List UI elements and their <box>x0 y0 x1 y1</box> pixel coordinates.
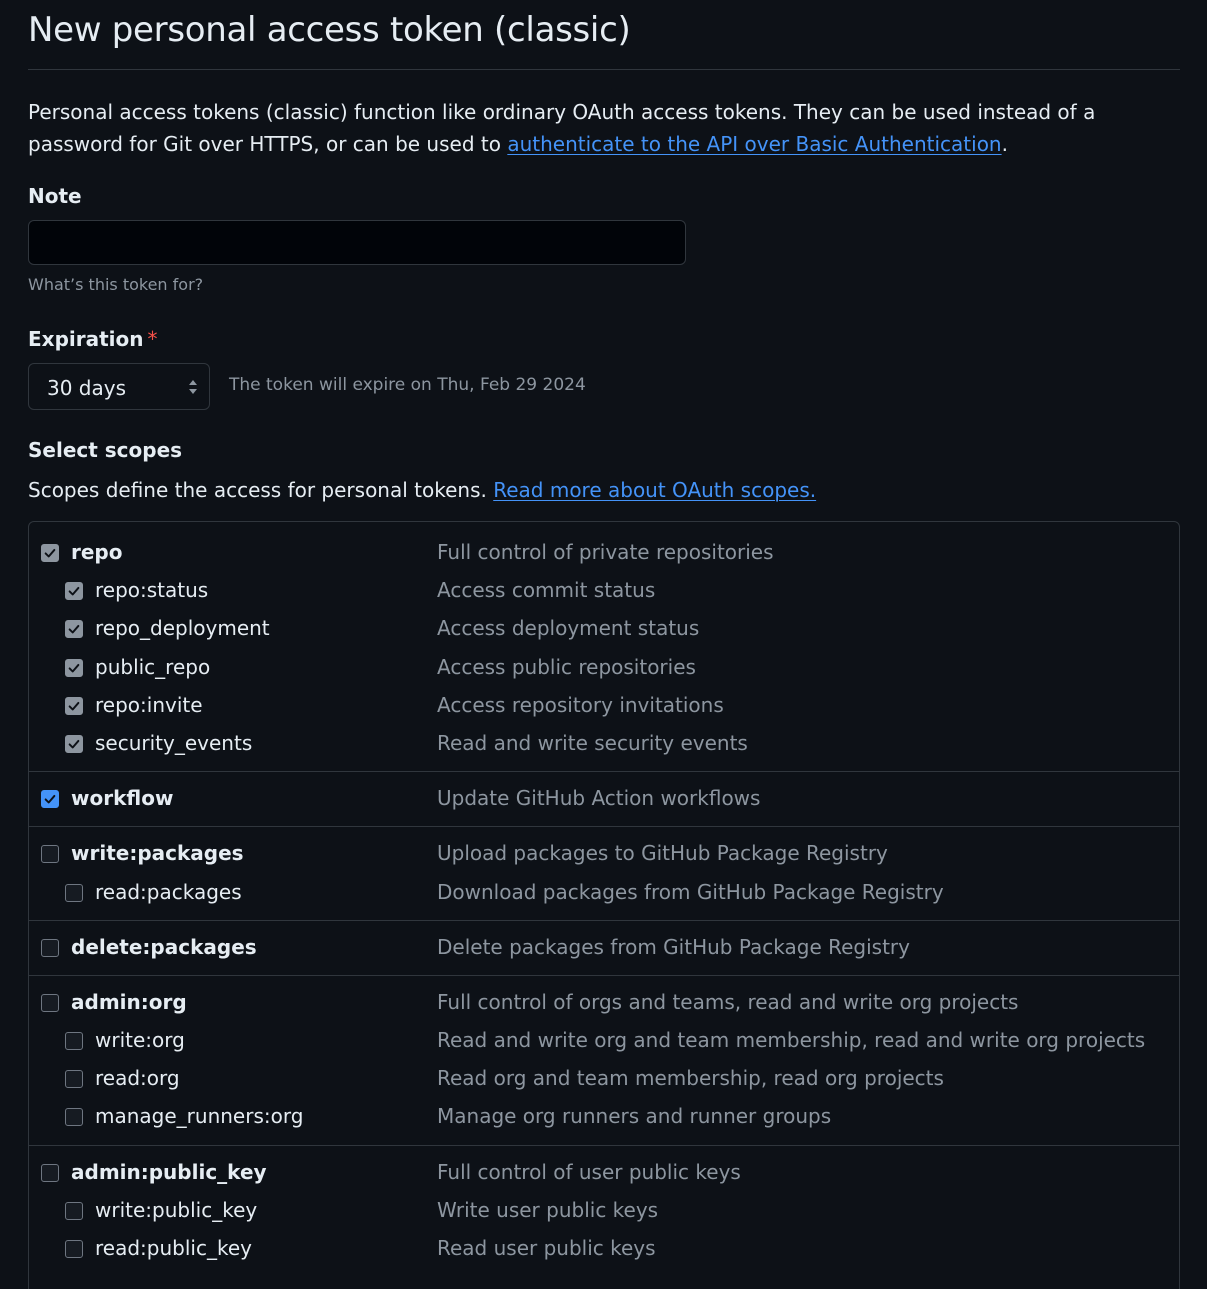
scope-row-repo-deployment <box>29 610 1179 648</box>
scope-description: Full control of private repositories <box>437 540 774 564</box>
scope-description: Full control of orgs and teams, read and write org projects <box>437 989 1019 1014</box>
scope-description: Access deployment status <box>437 616 700 641</box>
check-icon <box>67 699 81 713</box>
scope-checkbox[interactable] <box>65 1070 83 1088</box>
scope-checkbox[interactable] <box>41 1164 59 1182</box>
scope-row-repo-invite <box>29 687 1179 725</box>
scope-name[interactable]: write:org <box>95 1028 185 1053</box>
scope-name[interactable]: workflow <box>71 786 174 811</box>
scope-description: Upload packages to GitHub Package Registry <box>437 841 888 866</box>
scope-row-admin-org <box>29 984 1179 1022</box>
scope-row-security-events <box>29 725 1179 763</box>
expiration-select-value: 30 days <box>47 376 127 400</box>
scope-name[interactable]: read:org <box>95 1066 180 1091</box>
check-icon <box>67 584 81 598</box>
scope-group <box>29 771 1179 826</box>
scope-description: Read and write security events <box>437 730 748 755</box>
scope-name[interactable]: delete:packages <box>71 934 257 959</box>
scope-name[interactable]: read:packages <box>95 879 242 904</box>
scope-description: Access commit status <box>437 578 656 603</box>
note-label: Note <box>28 184 82 208</box>
scope-checkbox[interactable] <box>65 1032 83 1050</box>
intro-text: Personal access tokens (classic) function like ordinary OAuth access tokens. They can be used instead of a password for Git over HTTPS, or can be used to <box>28 100 1096 156</box>
scope-description: Manage org runners and runner groups <box>437 1104 832 1129</box>
check-icon <box>43 792 57 806</box>
scope-row-read-org <box>29 1060 1179 1098</box>
scope-row-write-public-key <box>29 1192 1179 1230</box>
intro-paragraph <box>28 96 1178 160</box>
scope-name[interactable]: read:public_key <box>95 1236 252 1260</box>
note-hint: What’s this token for? <box>28 275 204 294</box>
scope-row-repo <box>29 534 1179 572</box>
scope-name[interactable]: repo <box>71 540 123 564</box>
expiration-label <box>28 327 158 351</box>
intro-end: . <box>1001 132 1008 156</box>
check-icon <box>43 546 57 560</box>
scope-description: Update GitHub Action workflows <box>437 786 761 811</box>
scope-row-write-org <box>29 1022 1179 1060</box>
scope-description: Read and write org and team membership, read and write org projects <box>437 1028 1146 1053</box>
scope-row-repo-status <box>29 572 1179 610</box>
scope-checkbox[interactable] <box>41 790 59 808</box>
scope-row-manage-runners-org <box>29 1098 1179 1136</box>
scope-name[interactable]: write:public_key <box>95 1197 258 1222</box>
scope-checkbox[interactable] <box>65 620 83 638</box>
scope-description: Access public repositories <box>437 654 696 679</box>
scope-name[interactable]: repo:invite <box>95 692 203 717</box>
scope-checkbox[interactable] <box>65 884 83 902</box>
select-arrows-icon <box>187 378 199 396</box>
note-input[interactable] <box>28 220 686 265</box>
scope-row-admin-public-key <box>29 1154 1179 1192</box>
scope-checkbox[interactable] <box>41 845 59 863</box>
check-icon <box>67 737 81 751</box>
scope-group <box>29 826 1179 919</box>
scope-group <box>29 920 1179 975</box>
scope-row-write-packages <box>29 835 1179 873</box>
scope-name[interactable]: repo:status <box>95 578 209 603</box>
expiration-note: The token will expire on Thu, Feb 29 2024 <box>229 375 586 395</box>
scope-checkbox[interactable] <box>65 659 83 677</box>
scope-group <box>29 1145 1179 1277</box>
scope-checkbox[interactable] <box>65 1108 83 1126</box>
scope-row-public-repo <box>29 649 1179 687</box>
scope-checkbox[interactable] <box>65 697 83 715</box>
scope-description: Full control of user public keys <box>437 1159 741 1184</box>
scope-row-workflow <box>29 780 1179 818</box>
scope-name[interactable]: admin:public_key <box>71 1159 267 1184</box>
scope-checkbox[interactable] <box>65 1202 83 1220</box>
scope-description: Access repository invitations <box>437 692 724 717</box>
scope-description: Download packages from GitHub Package Registry <box>437 879 944 904</box>
required-marker: * <box>147 327 158 351</box>
scope-description: Read user public keys <box>437 1236 656 1260</box>
scopes-heading: Select scopes <box>28 438 183 462</box>
scope-checkbox[interactable] <box>65 1240 83 1258</box>
scopes-description-text: Scopes define the access for personal tokens. <box>28 478 487 502</box>
scope-name[interactable]: admin:org <box>71 989 187 1014</box>
expiration-select[interactable] <box>28 363 210 410</box>
scope-checkbox[interactable] <box>41 544 59 562</box>
scopes-description <box>28 478 816 502</box>
check-icon <box>67 661 81 675</box>
page-title: New personal access token (classic) <box>28 10 631 50</box>
scope-name[interactable]: manage_runners:org <box>95 1104 304 1129</box>
scope-name[interactable]: security_events <box>95 730 253 755</box>
title-divider <box>28 69 1180 70</box>
oauth-scopes-link[interactable]: Read more about OAuth scopes. <box>493 478 817 502</box>
scope-description: Read org and team membership, read org projects <box>437 1066 944 1091</box>
scope-checkbox[interactable] <box>65 735 83 753</box>
scope-description: Write user public keys <box>437 1197 659 1222</box>
scope-checkbox[interactable] <box>65 582 83 600</box>
scope-name[interactable]: write:packages <box>71 841 244 866</box>
scope-group <box>29 522 1179 771</box>
scope-description: Delete packages from GitHub Package Registry <box>437 934 910 959</box>
scope-name[interactable]: repo_deployment <box>95 616 270 641</box>
basic-auth-link[interactable]: authenticate to the API over Basic Authentication <box>507 132 1002 156</box>
scope-row-delete-packages <box>29 929 1179 967</box>
scope-row-read-public-key <box>29 1230 1179 1268</box>
expiration-label-text: Expiration <box>28 327 144 351</box>
scope-checkbox[interactable] <box>41 994 59 1012</box>
scope-group <box>29 975 1179 1145</box>
scope-row-read-packages <box>29 874 1179 912</box>
check-icon <box>67 622 81 636</box>
scope-checkbox[interactable] <box>41 939 59 957</box>
scopes-list <box>28 521 1180 1289</box>
scope-name[interactable]: public_repo <box>95 654 211 679</box>
